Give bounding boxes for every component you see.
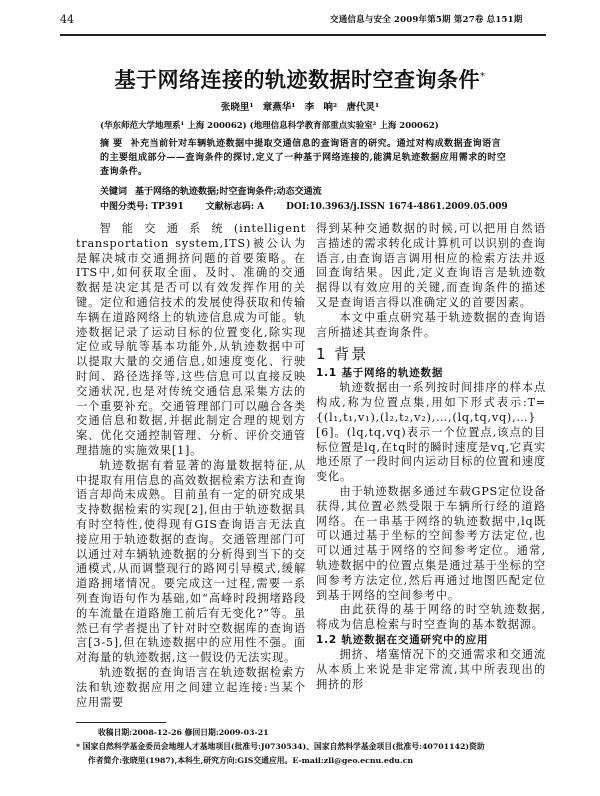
footnote-rule bbox=[76, 722, 166, 723]
body-paragraph: 本文中重点研究基于轨迹数据的查询语言所描述其查询条件。 bbox=[316, 310, 546, 339]
header-rule bbox=[60, 34, 546, 36]
keywords bbox=[100, 186, 322, 199]
section-heading: 1 背景 bbox=[316, 345, 369, 364]
body-paragraph: 由此获得的基于网络的时空轨迹数据,将成为信息检索与时空查询的基本数据源。 bbox=[316, 603, 546, 632]
keywords-text: 基于网络的轨迹数据;时空查询条件;动态交通流 bbox=[135, 187, 322, 197]
subsection-heading: 1.2 轨迹数据在交通研究中的应用 bbox=[316, 633, 489, 646]
page-number: 44 bbox=[60, 13, 74, 26]
running-head: 交通信息与安全 2009年第5期 第27卷 总151期 bbox=[330, 15, 523, 25]
clc-number: 中图分类号: TP391 bbox=[100, 202, 184, 212]
abstract-label: 摘 要 bbox=[100, 139, 123, 149]
classification-line bbox=[100, 201, 530, 214]
body-paragraph: 由于轨迹数据多通过车载GPS定位设备获得,其位置必然受限于车辆所行经的道路网络。在一串基于网络的轨迹数据中,lq既可以通过基于坐标的空间参考方法定位,也可以通过基于网络的空间参考定位。通常,轨迹数据中的位置点集是通过基于坐标的空间参考方法定位,然后再通过地图匹配定位到基于网络的空间参考中。 bbox=[316, 484, 546, 602]
affiliations: (华东师范大学地理系¹ 上海 200062) (地理信息科学教育部重点实验室² 上海 200062) bbox=[100, 121, 439, 131]
keywords-label: 关键词 bbox=[100, 187, 128, 197]
authors: 张晓里¹ 章燕华¹ 李 响² 唐代灵¹ bbox=[220, 102, 380, 113]
title-footnote-mark: * bbox=[480, 71, 486, 82]
body-paragraph: 智能交通系统(intelligent transportation system,ITS)被公认为是解决城市交通拥挤问题的首要策略。在ITS中,如何获取全面、及时、准确的交通数据是决定其是否可以有效发挥作用的关键。定位和通信技术的发展使得获取和传输车辆在道路网络上的轨迹信息成为可能。轨迹数据记录了运动目标的位置变化,除实现定位或导航等基本功能外,从轨迹数据中可以提取大量的交通信息,如速度变化、行驶时间、路径选择等,这些信息可以直接反映交通状况,也是对传统交通信息采集方法的一个重要补充。交通管理部门可以融合各类交通信息和数据,并据此制定合理的规划方案、优化交通控制管理、分析、评价交通管理措施的实施效果[1]。 bbox=[76, 222, 306, 457]
body-paragraph: 得到某种交通数据的时候,可以把用自然语言描述的需求转化成计算机可以识别的查询语言,由查询语言调用相应的检索方法并返回查询结果。因此,定义查询语言是轨迹数据得以有效应用的关键,而查询条件的描述又是查询语言得以准确定义的首要因素。 bbox=[316, 222, 546, 309]
footnote-funding: * 国家自然科学基金委员会地理人才基地项目(批准号:J0730534)、国家自然科学基金项目(批准号:40701142)资助 bbox=[76, 742, 485, 751]
body-paragraph: 拥挤、堵塞情况下的交通需求和交通流从本质上来说是非定常流,其中所表现出的拥挤的形 bbox=[316, 647, 546, 691]
body-paragraph: 轨迹数据的查询语言在轨迹数据检索方法和轨迹数据应用之间建立起连接:当某个应用需要 bbox=[76, 665, 306, 709]
subsection-heading: 1.1 基于网络的轨迹数据 bbox=[316, 367, 444, 380]
abstract-text: 补充当前针对车辆轨迹数据中提取交通信息的查询语言的研究。通过对构成数据查询语言的主要组成部分——查询条件的探讨,定义了一种基于网络连接的,能满足轨迹数据应用需求的时空查询条件。 bbox=[100, 139, 507, 177]
paper-title bbox=[0, 64, 600, 93]
right-column bbox=[316, 222, 546, 692]
document-code: 文献标志码: A bbox=[205, 202, 265, 212]
body-paragraph: 轨迹数据有着显著的海量数据特征,从中提取有用信息的高效数据检索方法和查询语言却尚未成熟。目前虽有一定的研究成果支持数据检索的实现[2],但由于轨迹数据具有时空特性,使得现有GIS查询语言无法直接应用于轨迹数据的查询。交通管理部门可以通过对车辆轨迹数据的分析得到当下的交通模式,从而调整现行的路网引导模式,缓解道路拥堵情况。要完成这一过程,需要一系列查询语句作为基础,如“高峰时段拥堵路段的车流量在道路施工前后有无变化?”等。虽然已有学者提出了针对时空数据库的查询语言[3-5],但在轨迹数据中的应用性不强。面对海量的轨迹数据,这一假设仍无法实现。 bbox=[76, 458, 306, 665]
footnote-author-bio: 作者简介:张晓里(1987),本科生,研究方向:GIS交通应用。E-mail:zll@geo.ecnu.edu.cn bbox=[88, 756, 414, 765]
footnote-dates: 收稿日期:2008-12-26 修回日期:2009-03-21 bbox=[98, 728, 269, 737]
abstract bbox=[100, 137, 510, 179]
doi: DOI:10.3963/j.ISSN 1674-4861.2009.05.009 bbox=[286, 202, 508, 212]
title-text: 基于网络连接的轨迹数据时空查询条件 bbox=[114, 68, 480, 92]
left-column bbox=[76, 222, 306, 710]
body-paragraph: 轨迹数据由一系列按时间排序的样本点构成,称为位置点集,用如下形式表示:T={(l₁,t₁,v₁),(l₂,t₂,v₂),…,(lq,tq,vq),…}[6]。(lq,tq,vq)表示一个位置点,该点的目标位置是lq,在tq时的瞬时速度是vq,它真实地还原了一段时间内运动目标的位置和速度变化。 bbox=[316, 381, 546, 484]
